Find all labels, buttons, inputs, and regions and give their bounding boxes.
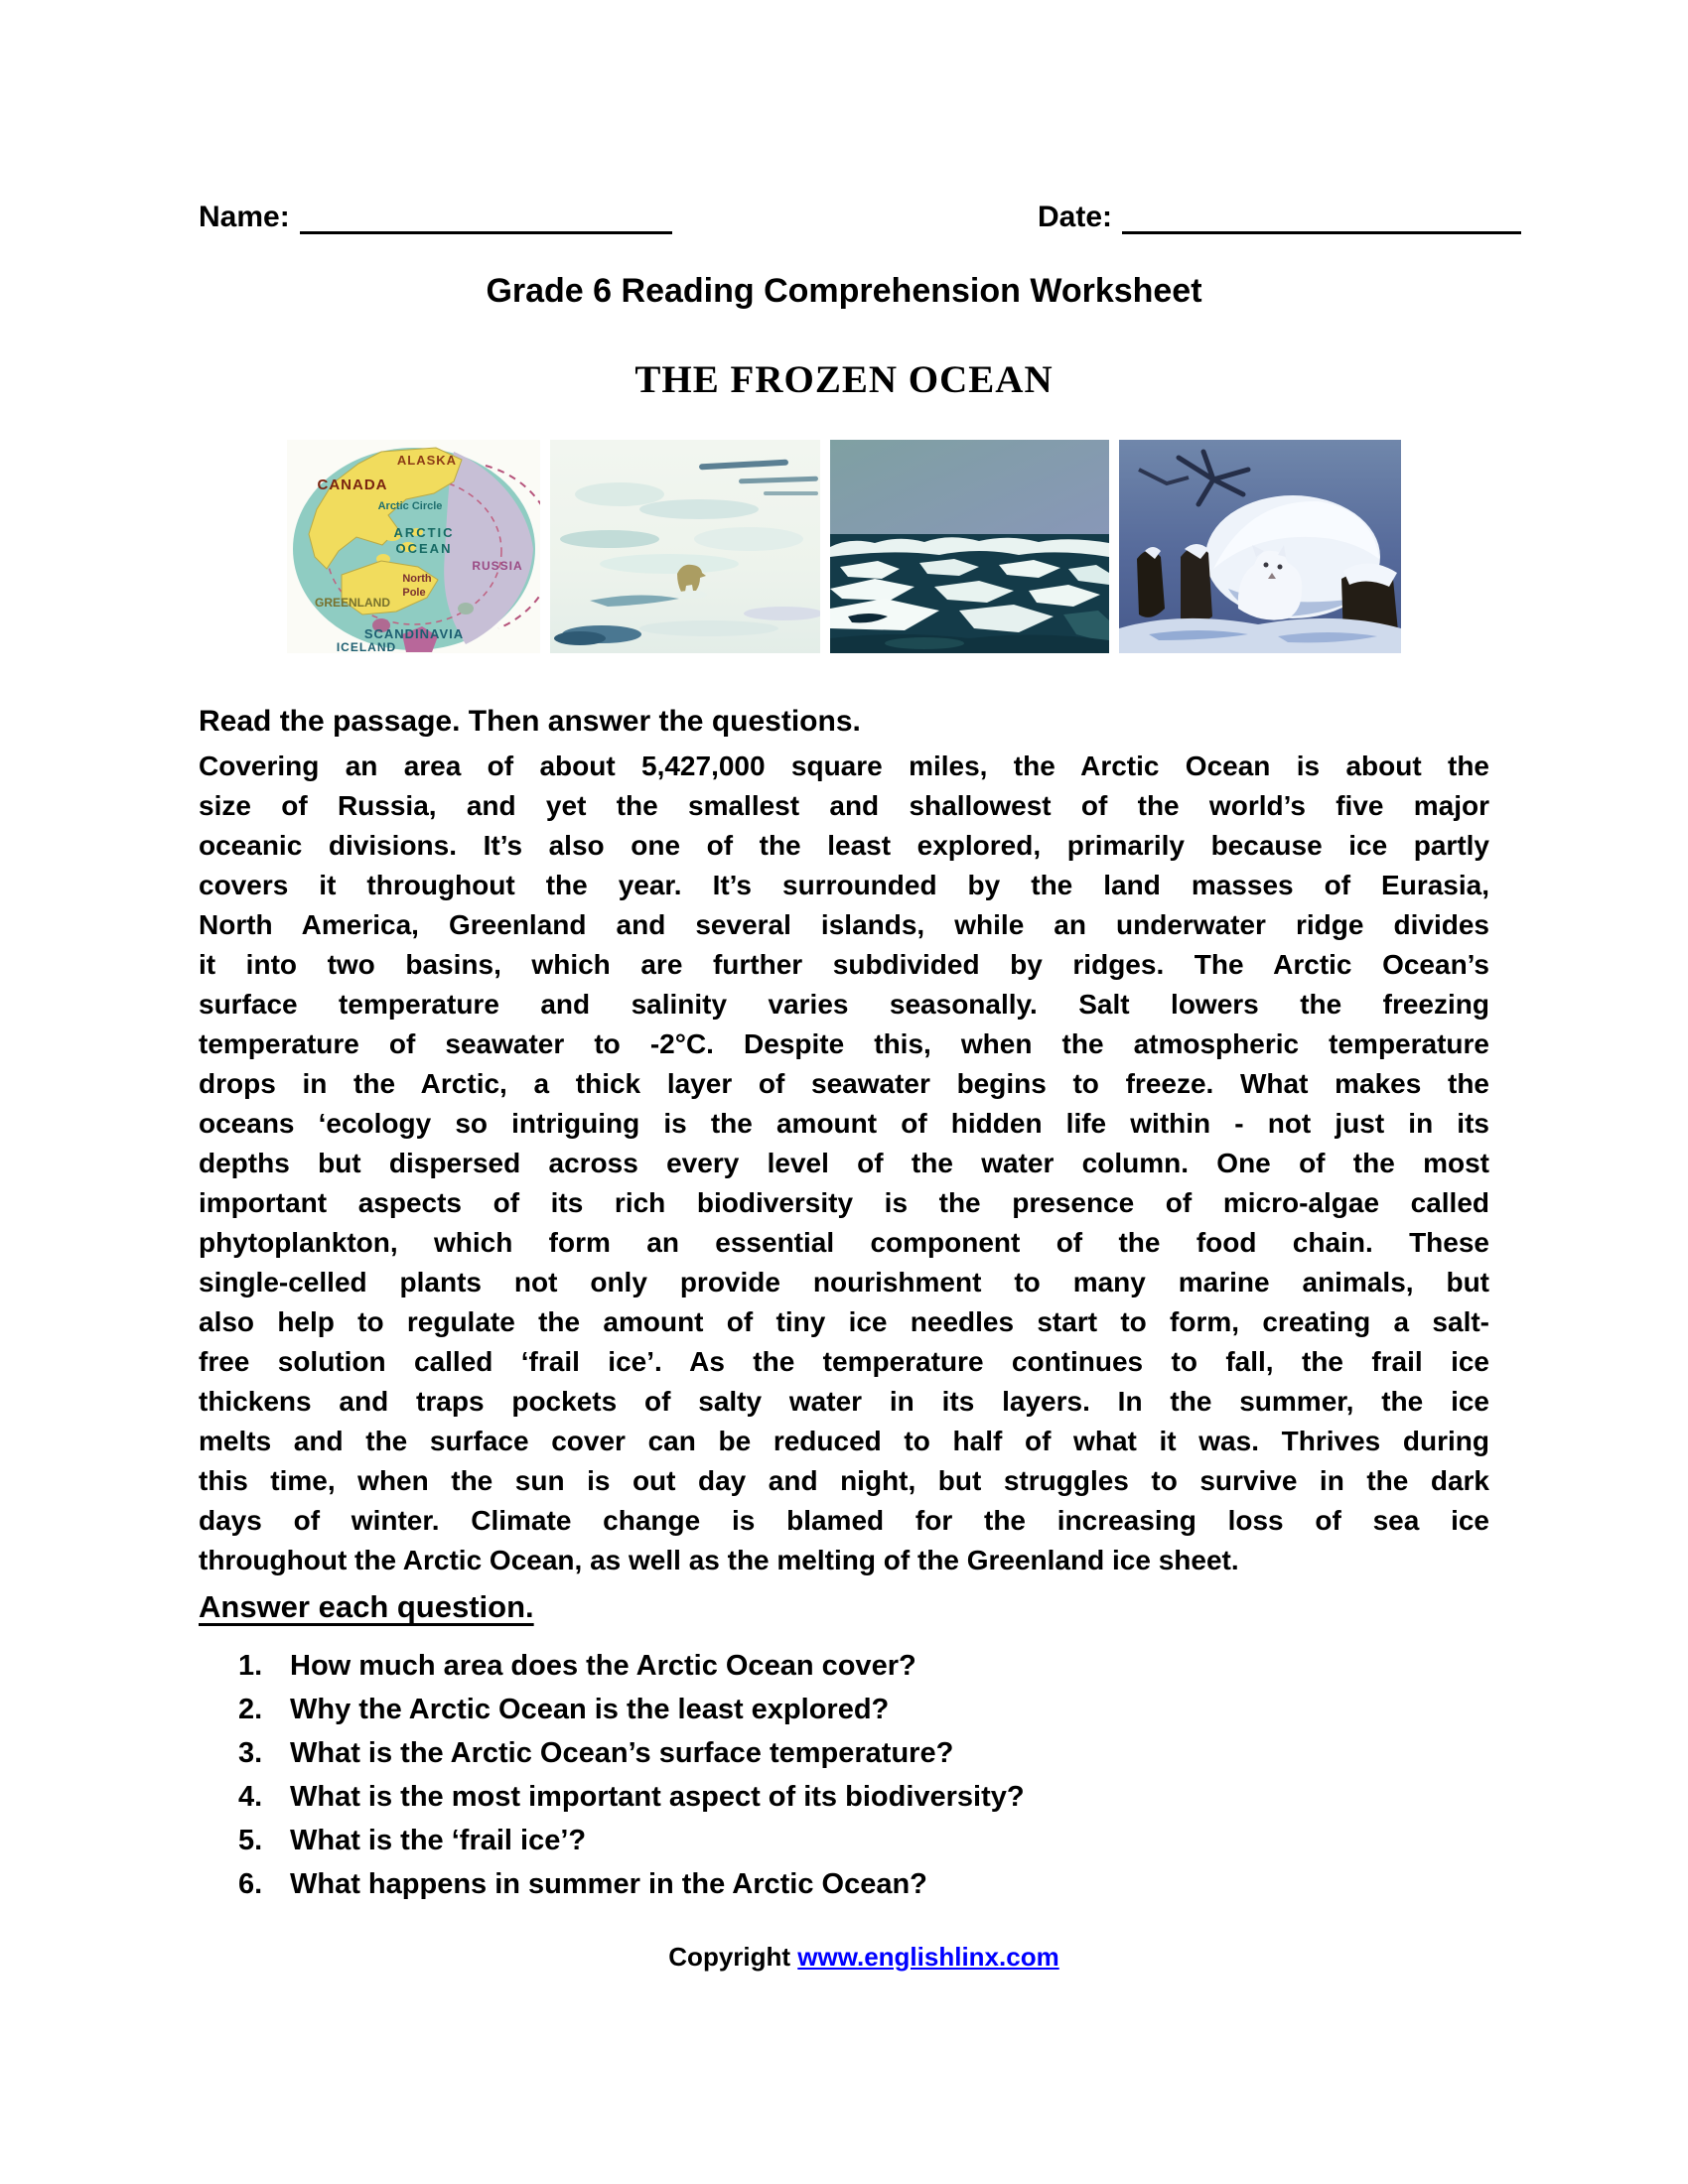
passage-line: single-celled plants not only provide nourishment to many marine animals, but [199, 1267, 1489, 1297]
passage-line: drops in the Arctic, a thick layer of seawater begins to freeze. What makes the [199, 1068, 1489, 1099]
question-number: 2. [238, 1694, 263, 1725]
passage-line: days of winter. Climate change is blamed for the increasing loss of sea ice [199, 1505, 1489, 1536]
question-number: 1. [238, 1650, 263, 1682]
passage-line: oceans ‘ecology so intriguing is the amount of hidden life within - not just in its [199, 1108, 1489, 1139]
question-text: What is the Arctic Ocean’s surface temperature? [290, 1737, 954, 1769]
passage [199, 747, 1489, 1580]
passage-line: this time, when the sun is out day and night, but struggles to survive in the dark [199, 1465, 1489, 1496]
question-text: How much area does the Arctic Ocean cover? [290, 1650, 916, 1682]
name-label: Name: [199, 201, 290, 233]
copyright-line [0, 1942, 1688, 1973]
name-field [199, 201, 672, 234]
date-field [1038, 201, 1521, 234]
map-label-russia: RUSSIA [472, 559, 523, 573]
passage-line: phytoplankton, which form an essential component of the food chain. These [199, 1227, 1489, 1258]
arctic-fox-image [1119, 440, 1401, 653]
name-blank-line [300, 202, 672, 234]
questions-list [238, 1644, 1489, 1906]
map-label-canada: CANADA [317, 477, 388, 493]
answer-heading: Answer each question. [199, 1589, 534, 1624]
question-text: What happens in summer in the Arctic Ocean? [290, 1868, 927, 1900]
question-item [238, 1862, 1489, 1906]
question-text: What is the most important aspect of its biodiversity? [290, 1781, 1025, 1813]
passage-title: THE FROZEN OCEAN [634, 358, 1054, 401]
passage-line: it into two basins, which are further subdivided by ridges. The Arctic Ocean’s [199, 949, 1489, 980]
copyright-label: Copyright [668, 1942, 791, 1972]
passage-line: throughout the Arctic Ocean, as well as the melting of the Greenland ice sheet. [199, 1545, 1239, 1575]
map-label-arctic-circle: Arctic Circle [377, 500, 443, 512]
polar-bear-image [550, 440, 820, 653]
map-label-iceland: ICELAND [336, 640, 397, 653]
passage-line: melts and the surface cover can be reduced to half of what it was. Thrives during [199, 1426, 1489, 1456]
passage-line: North America, Greenland and several islands, while an underwater ridge divides [199, 909, 1489, 940]
map-label-greenland: GREENLAND [314, 596, 391, 610]
map-label-north: North [402, 573, 432, 585]
passage-line: important aspects of its rich biodiversity is the presence of micro-algae called [199, 1187, 1489, 1218]
copyright-link[interactable]: www.englishlinx.com [797, 1942, 1059, 1972]
map-label-ocean: OCEAN [395, 541, 453, 556]
passage-line: free solution called ‘frail ice’. As the temperature continues to fall, the frail ice [199, 1346, 1489, 1377]
question-item [238, 1819, 1489, 1862]
question-item [238, 1688, 1489, 1731]
passage-line: temperature of seawater to -2°C. Despite this, when the atmospheric temperature [199, 1028, 1489, 1059]
question-number: 6. [238, 1868, 263, 1900]
passage-line: size of Russia, and yet the smallest and shallowest of the world’s five major [199, 790, 1489, 821]
question-item [238, 1731, 1489, 1775]
question-number: 5. [238, 1825, 263, 1856]
passage-line: depths but dispersed across every level of the water column. One of the most [199, 1148, 1489, 1178]
map-label-pole: Pole [402, 587, 426, 599]
question-text: Why the Arctic Ocean is the least explored? [290, 1694, 890, 1725]
date-blank-line [1122, 202, 1521, 234]
question-item [238, 1644, 1489, 1688]
passage-line: thickens and traps pockets of salty water in its layers. In the summer, the ice [199, 1386, 1489, 1417]
ice-floes-image [830, 440, 1109, 653]
passage-line: surface temperature and salinity varies seasonally. Salt lowers the freezing [199, 989, 1489, 1020]
question-number: 3. [238, 1737, 263, 1769]
passage-line: Covering an area of about 5,427,000 square miles, the Arctic Ocean is about the [199, 751, 1489, 781]
worksheet-title: Grade 6 Reading Comprehension Worksheet [486, 272, 1202, 310]
map-label-scandinavia: SCANDINAVIA [363, 626, 465, 641]
passage-line: oceanic divisions. It’s also one of the least explored, primarily because ice partly [199, 830, 1489, 861]
map-label-arctic: ARCTIC [393, 525, 455, 540]
instruction-line: Read the passage. Then answer the questions. [199, 705, 861, 738]
question-text: What is the ‘frail ice’? [290, 1825, 587, 1856]
arctic-map-image [287, 440, 540, 653]
question-number: 4. [238, 1781, 263, 1813]
passage-line: also help to regulate the amount of tiny ice needles start to form, creating a salt- [199, 1306, 1489, 1337]
question-item [238, 1775, 1489, 1819]
map-label-alaska: ALASKA [396, 453, 458, 468]
date-label: Date: [1038, 201, 1113, 233]
passage-images [0, 440, 1688, 653]
passage-line: covers it throughout the year. It’s surrounded by the land masses of Eurasia, [199, 870, 1489, 900]
